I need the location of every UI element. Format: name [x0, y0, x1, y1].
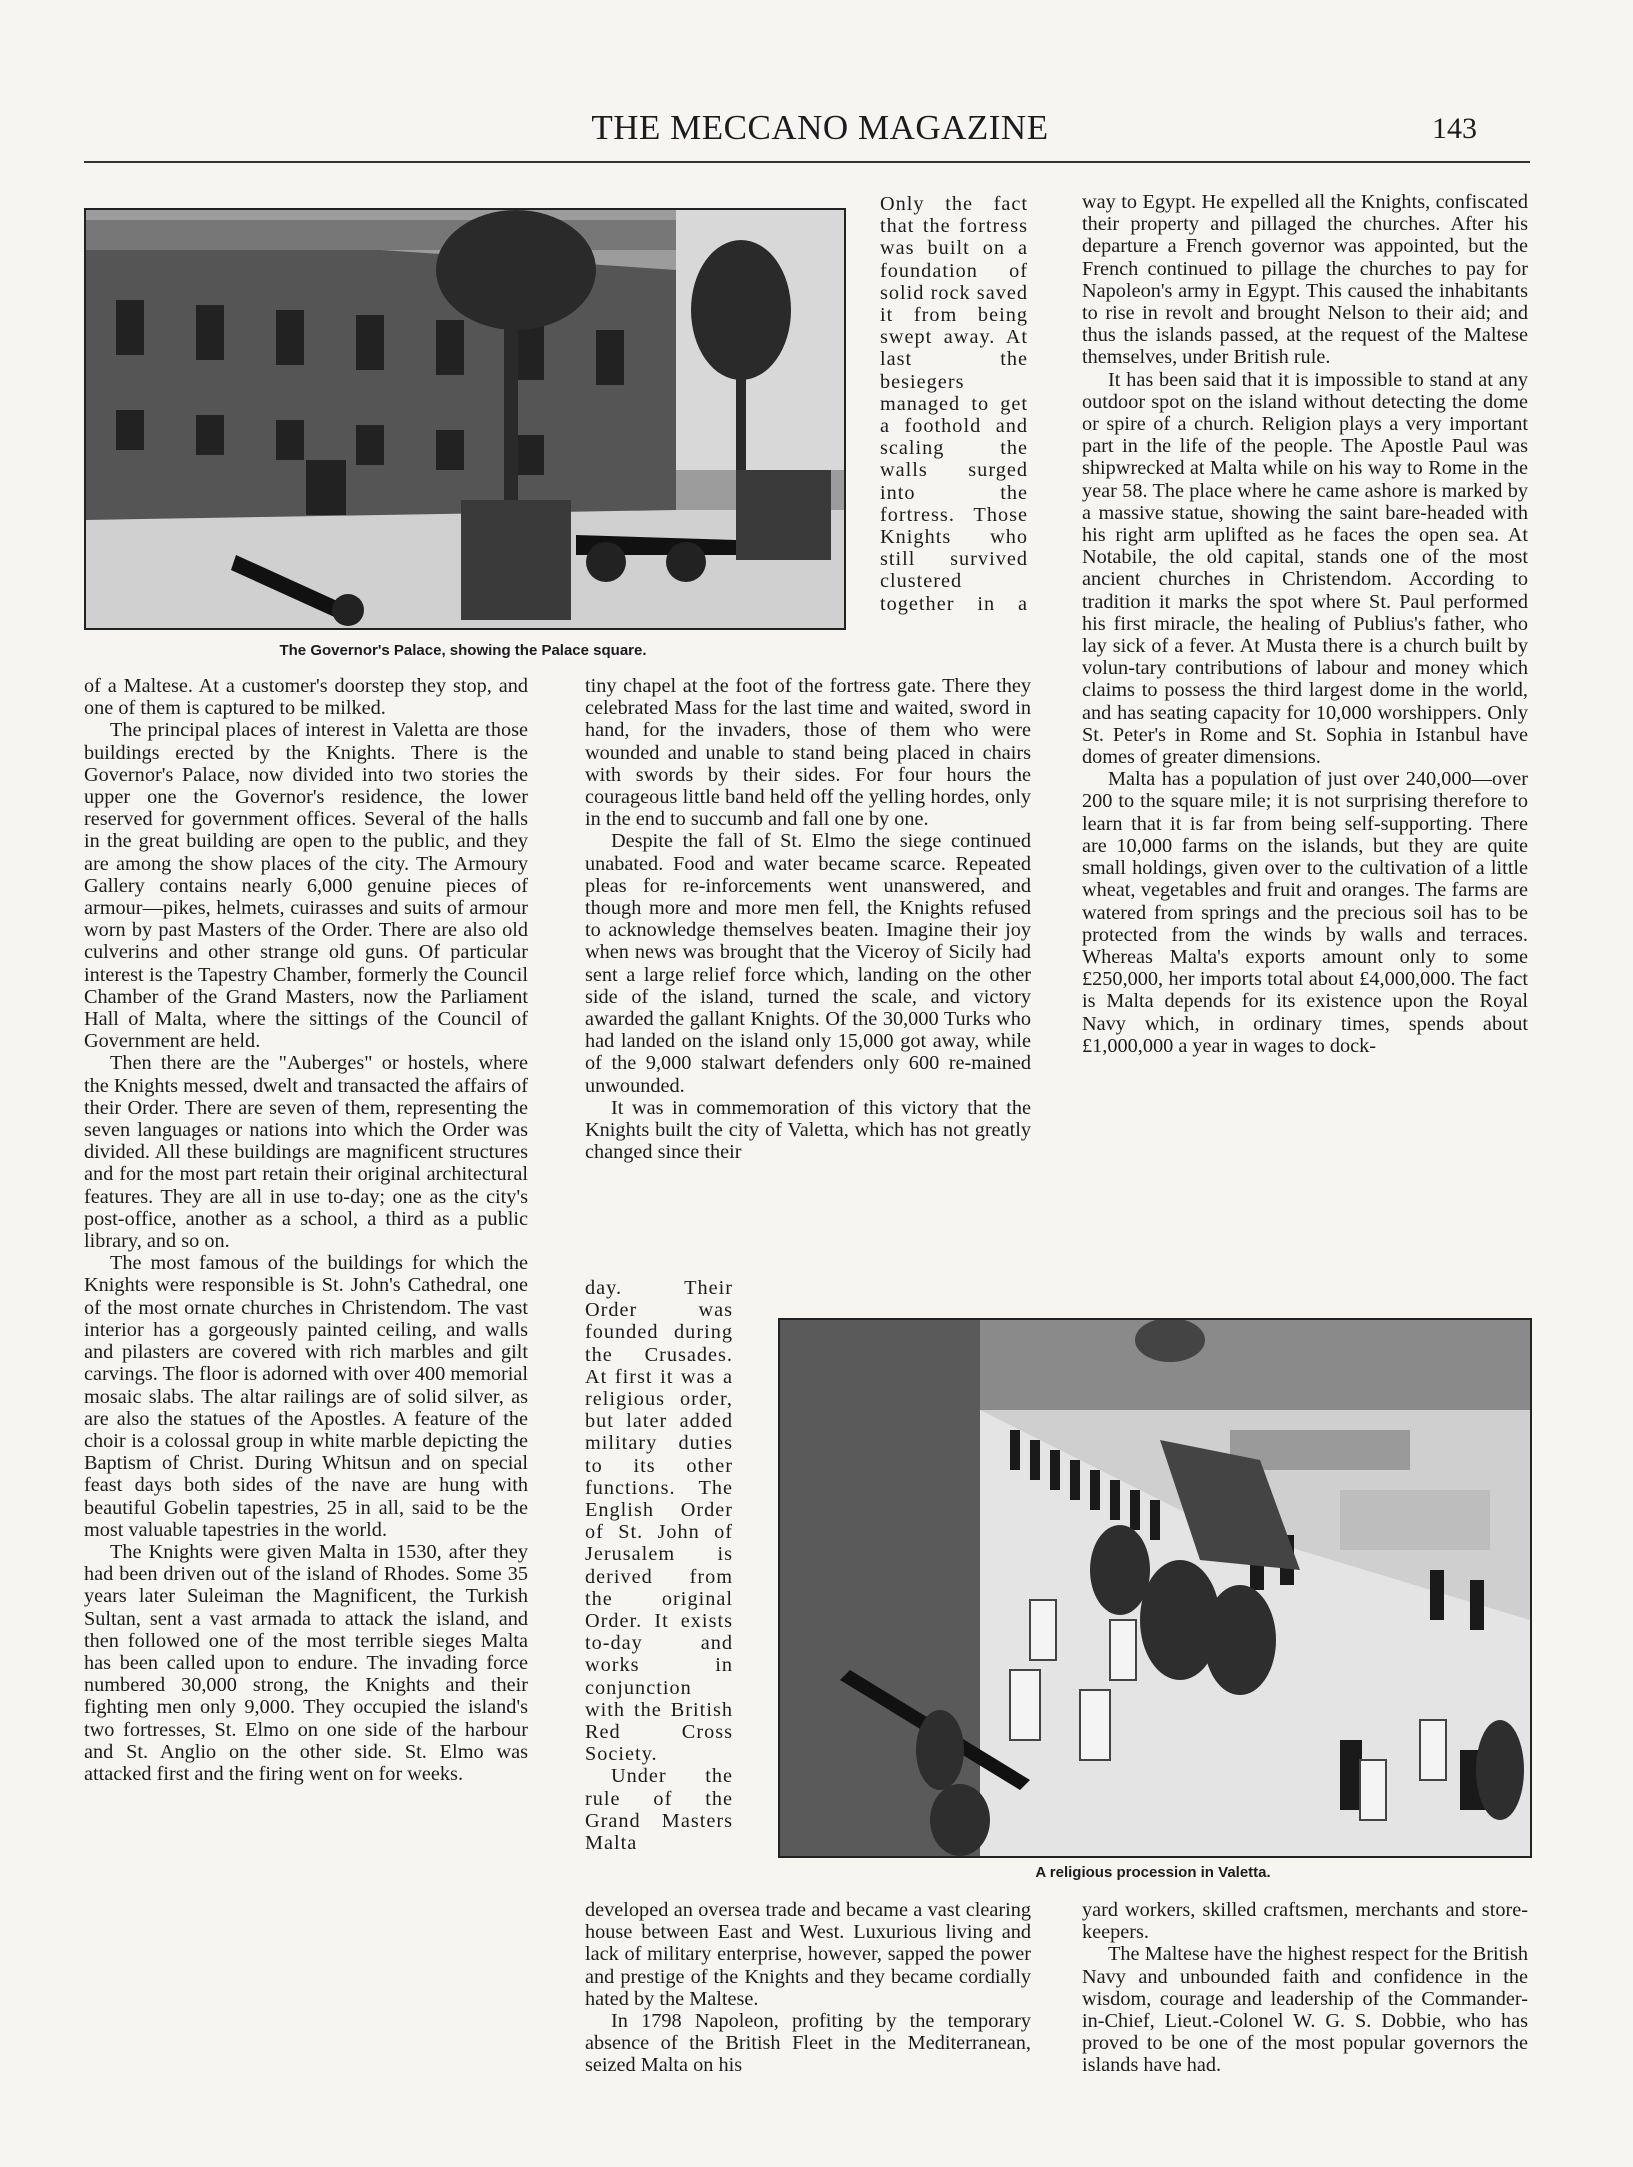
right-paragraph-1: way to Egypt. He expelled all the Knights, confiscated their property and pillaged the churches. After his departure a French governor was appointed, but the French continued to pillage the churches to pay for Napoleon's army in Egypt. This caused the inhabitants to rise in revolt and brought Nelson to their aid; and thus the islands passed, at the request of the Maltese themselves, under British rule.: [1082, 191, 1528, 369]
right-column: [1082, 191, 1528, 1057]
middle-paragraph-1: tiny chapel at the foot of the fortress gate. There they celebrated Mass for the last time and waited, sword in hand, for the invaders, those of them who were wounded and unable to stand being placed in chairs with swords by their sides. For four hours the courageous little band held off the yelling hordes, only in the end to succumb and fall one by one.: [585, 675, 1031, 831]
page-number: 143: [1432, 112, 1477, 145]
left-paragraph-3: Then there are the "Auberges" or hostels, where the Knights messed, dwelt and transacted the affairs of their Order. There are seven of them, representing the seven languages or nations into which the Order was divided. All these buildings are magnificent structures and for the most part retain their original architectural features. They are all in use to-day; one as the city's post-office, another as a school, a third as a public library, and so on.: [84, 1052, 528, 1253]
left-column: [84, 675, 528, 1785]
left-paragraph-1: of a Maltese. At a customer's doorstep they stop, and one of them is captured to be milked.: [84, 675, 528, 720]
procession-photo-illustration: [780, 1320, 1530, 1856]
middle-bottom-paragraph-1: developed an oversea trade and became a vast clearing house between East and West. Luxurious living and lack of military enterprise, however, sapped the power and prestige of the Knights and they became cordially hated by the Maltese.: [585, 1899, 1031, 2010]
right-bottom-column: [1082, 1899, 1528, 2077]
middle-paragraph-3: It was in commemoration of this victory that the Knights built the city of Valetta, which has not greatly changed since their: [585, 1096, 1031, 1164]
governors-palace-photo: [84, 208, 846, 630]
middle-narrow-text: [585, 1277, 733, 1854]
right-bottom-paragraph-1: yard workers, skilled craftsmen, merchants and store-keepers.: [1082, 1899, 1528, 1944]
left-paragraph-4: The most famous of the buildings for which the Knights were responsible is St. John's Cathedral, one of the most ornate churches in Christendom. The vast interior has a gorgeously painted ceiling, and walls and pilasters are covered with rich marbles and gilt carvings. The floor is adorned with over 400 memorial mosaic slabs. The altar railings are of solid silver, as are also the statues of the Apostles. A feature of the choir is a colossal group in white marble depicting the Baptism of Christ. During Whitsun and on special feast days both sides of the nave are hung with beautiful Gobelin tapestries, 25 in all, said to be the most valuable tapestries in the world.: [84, 1252, 529, 1541]
left-paragraph-2: The principal places of interest in Valetta are those buildings erected by the Knights. There is the Governor's Palace, now divided into two stories the upper one the Governor's residence, the lower reserved for government offices. Several of the halls in the great building are open to the public, and they are among the show places of the city. The Armoury Gallery contains nearly 6,000 genuine pieces of armour—pikes, helmets, cuirasses and suits of armour worn by past Masters of the Order. There are also old culverins and other strange old guns. Of particular interest is the Tapestry Chamber, formerly the Council Chamber of the Grand Masters, now the Parliament Hall of Malta, where the sittings of the Council of Government are held.: [84, 719, 528, 1053]
palace-photo-illustration: [86, 210, 844, 628]
middle-bottom-column: [585, 1899, 1031, 2077]
middle-top-narrow-text: Only the fact that the fortress was built on a foundation of solid rock saved it from being swept away. At last the besiegers managed to get a foothold and scaling the walls surged into the fortress. Those Knights who still survived clustered together in a: [880, 193, 1028, 615]
right-bottom-paragraph-2: The Maltese have the highest respect for the British Navy and unbounded faith and confidence in the wisdom, courage and leadership of the Commander-in-Chief, Lieut.-Colonel W. G. S. Dobbie, who has proved to be one of the most popular governors the islands have had.: [1082, 1943, 1528, 2077]
procession-photo: [778, 1318, 1532, 1858]
magazine-title: THE MECCANO MAGAZINE: [591, 108, 1049, 147]
middle-bottom-paragraph-2: In 1798 Napoleon, profiting by the temporary absence of the British Fleet in the Mediterranean, seized Malta on his: [585, 2010, 1031, 2077]
procession-caption: A religious procession in Valetta.: [1035, 1864, 1271, 1881]
right-paragraph-2: It has been said that it is impossible to stand at any outdoor spot on the island without detecting the dome or spire of a church. Religion plays a very important part in the life of the people. The Apostle Paul was shipwrecked at Malta while on his way to Rome in the year 58. The place where he came ashore is marked by a massive statue, showing the saint bare-headed with his right arm uplifted as he faces the open sea. At Notabile, the old capital, stands one of the most ancient churches in Christendom. According to tradition it marks the spot where St. Paul performed his first miracle, the healing of Publius's father, who lay sick of a fever. At Musta there is a church built by volun-tary contributions of labour and money which claims to possess the third largest dome in the world, and has seating capacity for 10,000 worshippers. Only St. Peter's in Rome and St. Sophia in Istanbul have domes of greater dimensions.: [1082, 368, 1528, 769]
middle-narrow-paragraph-1: day. Their Order was founded during the Crusades. At first it was a religious order, but later added military duties to its other functions. The English Order of St. John of Jerusalem is derived from the original Order. It exists to-day and works in conjunction with the British Red Cross Society.: [585, 1277, 733, 1766]
middle-column: [585, 675, 1031, 1163]
header-rule: [84, 161, 1530, 163]
middle-narrow-paragraph-2: Under the rule of the Grand Masters Malta: [585, 1765, 733, 1855]
middle-paragraph-2: Despite the fall of St. Elmo the siege continued unabated. Food and water became scarce. Repeated pleas for re-inforcements went unanswered, and though more and more men fell, the Knights refused to acknowledge themselves beaten. Imagine their joy when news was brought that the Viceroy of Sicily had sent a large relief force which, landing on the other side of the island, turned the scale, and victory awarded the gallant Knights. Of the 30,000 Turks who had landed on the island only 15,000 got away, while of the 9,000 stalwart defenders only 600 re-mained unwounded.: [585, 830, 1031, 1097]
palace-caption: The Governor's Palace, showing the Palace square.: [279, 642, 647, 659]
left-paragraph-5: The Knights were given Malta in 1530, after they had been driven out of the island of Rhodes. Some 35 years later Suleiman the Magnificent, the Turkish Sultan, sent a vast armada to attack the island, and then followed one of the most terrible sieges Malta has been called upon to endure. The invading force numbered 30,000 strong, the Knights and their fighting men only 9,000. They occupied the island's two fortresses, St. Elmo on one side of the harbour and St. Anglio on the other side. St. Elmo was attacked first and the firing went on for weeks.: [84, 1540, 528, 1785]
right-paragraph-3: Malta has a population of just over 240,000—over 200 to the square mile; it is not surprising therefore to learn that it is far from being self-supporting. There are 10,000 farms on the islands, but they are quite small holdings, given over to the cultivation of a little wheat, vegetables and fruit and oranges. The farms are watered from springs and the precious soil has to be protected from the winds by walls and terraces. Whereas Malta's exports amount only to some £250,000, her imports total about £4,000,000. The fact is Malta depends for its existence upon the Royal Navy which, in ordinary times, spends about £1,000,000 a year in wages to dock-: [1082, 768, 1528, 1057]
